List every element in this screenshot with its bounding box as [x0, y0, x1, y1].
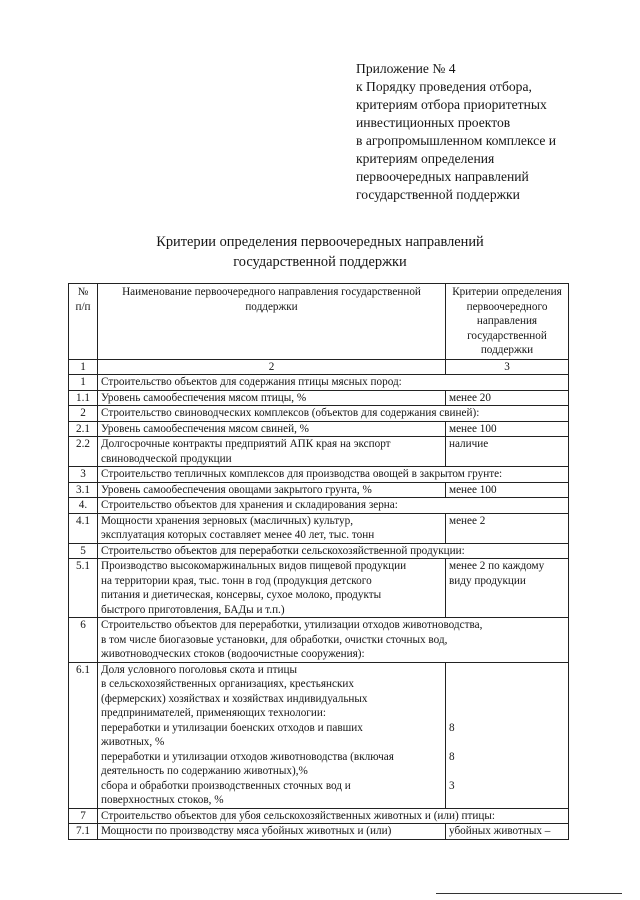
- criterion-values: [446, 662, 569, 808]
- criterion-value: менее 2 по каждому виду продукции: [446, 559, 569, 618]
- row-number: 5: [69, 543, 98, 559]
- row-number: 5.1: [69, 559, 98, 618]
- section-row: [69, 375, 569, 391]
- appendix-line: критериям определения: [356, 151, 495, 166]
- section-title: Строительство объектов для переработки сельскохозяйственной продукции:: [98, 543, 569, 559]
- column-number: 3: [446, 359, 569, 375]
- criterion-name: Уровень самообеспечения мясом птицы, %: [98, 390, 446, 406]
- criteria-table: [68, 283, 569, 840]
- section-title: Строительство тепличных комплексов для производства овощей в закрытом грунте:: [98, 467, 569, 483]
- criterion-name: Мощности хранения зерновых (масличных) культур, эксплуатация которых составляет менее 40 лет, тыс. тонн: [98, 513, 446, 543]
- appendix-reference: [356, 60, 626, 204]
- section-row: [69, 498, 569, 514]
- row-number: 2.1: [69, 421, 98, 437]
- row-number: 4.1: [69, 513, 98, 543]
- table-row: [69, 559, 569, 618]
- title-line-1: Критерии определения первоочередных направлений: [156, 234, 484, 250]
- row-number: 1: [69, 375, 98, 391]
- criterion-name: Уровень самообеспечения мясом свиней, %: [98, 421, 446, 437]
- criterion-value: 3: [449, 779, 455, 792]
- section-row: [69, 808, 569, 824]
- appendix-line: первоочередных направлений: [356, 169, 529, 184]
- section-row: [69, 406, 569, 422]
- appendix-line: критериям отбора приоритетных: [356, 97, 547, 112]
- criterion-value: менее 100: [446, 421, 569, 437]
- criterion-value: менее 20: [446, 390, 569, 406]
- section-title: Строительство объектов для содержания птицы мясных пород:: [98, 375, 569, 391]
- table-row: [69, 421, 569, 437]
- appendix-line: к Порядку проведения отбора,: [356, 79, 532, 94]
- criterion-name: Мощности по производству мяса убойных животных и (или): [98, 824, 446, 840]
- criterion-value: наличие: [446, 437, 569, 467]
- row-number: 4.: [69, 498, 98, 514]
- column-number: 1: [69, 359, 98, 375]
- appendix-line: в агропромышленном комплексе и: [356, 133, 557, 148]
- criterion-name: Доля условного поголовья скота и птицы в сельскохозяйственных организациях, крестьянских (фермерских) хозяйствах и хозяйствах индивидуальных предпринимателей, применяющих технологии: переработки и утилизации боенских отходов и павших животных, % переработки и утилизации отходов животноводства (включая деятельность по содержанию животных),% сбора и обработки производственных сточных вод и поверхностных стоков, %: [98, 662, 446, 808]
- header-criteria: Критерии определения первоочередного направления государственной поддержки: [446, 284, 569, 360]
- appendix-line: инвестиционных проектов: [356, 115, 511, 130]
- bottom-rule: [436, 893, 622, 894]
- criterion-value: убойных животных –: [446, 824, 569, 840]
- row-number: 2: [69, 406, 98, 422]
- criterion-value: менее 100: [446, 482, 569, 498]
- row-number: 2.2: [69, 437, 98, 467]
- criterion-name: Долгосрочные контракты предприятий АПК края на экспорт свиноводческой продукции: [98, 437, 446, 467]
- section-row: [69, 618, 569, 663]
- criterion-value: [449, 764, 565, 779]
- appendix-line: Приложение № 4: [356, 61, 456, 76]
- section-row: [69, 543, 569, 559]
- appendix-line: государственной поддержки: [356, 187, 520, 202]
- criterion-value: [449, 663, 565, 678]
- section-title: Строительство объектов для хранения и складирования зерна:: [98, 498, 569, 514]
- section-row: [69, 467, 569, 483]
- row-number: 3: [69, 467, 98, 483]
- table-row: [69, 437, 569, 467]
- section-title: Строительство объектов для переработки, утилизации отходов животноводства, в том числе биогазовые установки, для обработки, очистки сточных вод, животноводческих стоков (водоочистные сооружения):: [98, 618, 569, 663]
- header-direction-name: Наименование первоочередного направления государственной поддержки: [98, 284, 446, 360]
- row-number: 6.1: [69, 662, 98, 808]
- table-row: [69, 662, 569, 808]
- table-row: [69, 513, 569, 543]
- section-title: Строительство объектов для убоя сельскохозяйственных животных и (или) птицы:: [98, 808, 569, 824]
- criterion-value: [449, 793, 565, 808]
- criterion-value: 8: [449, 721, 455, 734]
- table-body: [69, 375, 569, 840]
- table-row: [69, 482, 569, 498]
- row-number: 1.1: [69, 390, 98, 406]
- section-title: Строительство свиноводческих комплексов (объектов для содержания свиней):: [98, 406, 569, 422]
- row-number: 3.1: [69, 482, 98, 498]
- column-number-row: [69, 359, 569, 375]
- criterion-value: 8: [449, 750, 455, 763]
- table-row: [69, 824, 569, 840]
- row-number: 7: [69, 808, 98, 824]
- criterion-value: [449, 735, 565, 750]
- header-number: № п/п: [69, 284, 98, 360]
- table-row: [69, 390, 569, 406]
- criterion-value: [449, 677, 565, 692]
- criterion-name: Производство высокомаржинальных видов пищевой продукции на территории края, тыс. тонн в год (продукция детского питания и диетическая, консервы, сухое молоко, продукты быстрого приготовления, БАДы и т.п.): [98, 559, 446, 618]
- criterion-name: Уровень самообеспечения овощами закрытого грунта, %: [98, 482, 446, 498]
- column-number: 2: [98, 359, 446, 375]
- document-title: [0, 232, 640, 272]
- title-line-2: государственной поддержки: [233, 254, 407, 270]
- row-number: 6: [69, 618, 98, 663]
- criterion-value: менее 2: [446, 513, 569, 543]
- row-number: 7.1: [69, 824, 98, 840]
- table-header-row: [69, 284, 569, 360]
- criterion-value: [449, 692, 565, 707]
- criterion-value: [449, 706, 565, 721]
